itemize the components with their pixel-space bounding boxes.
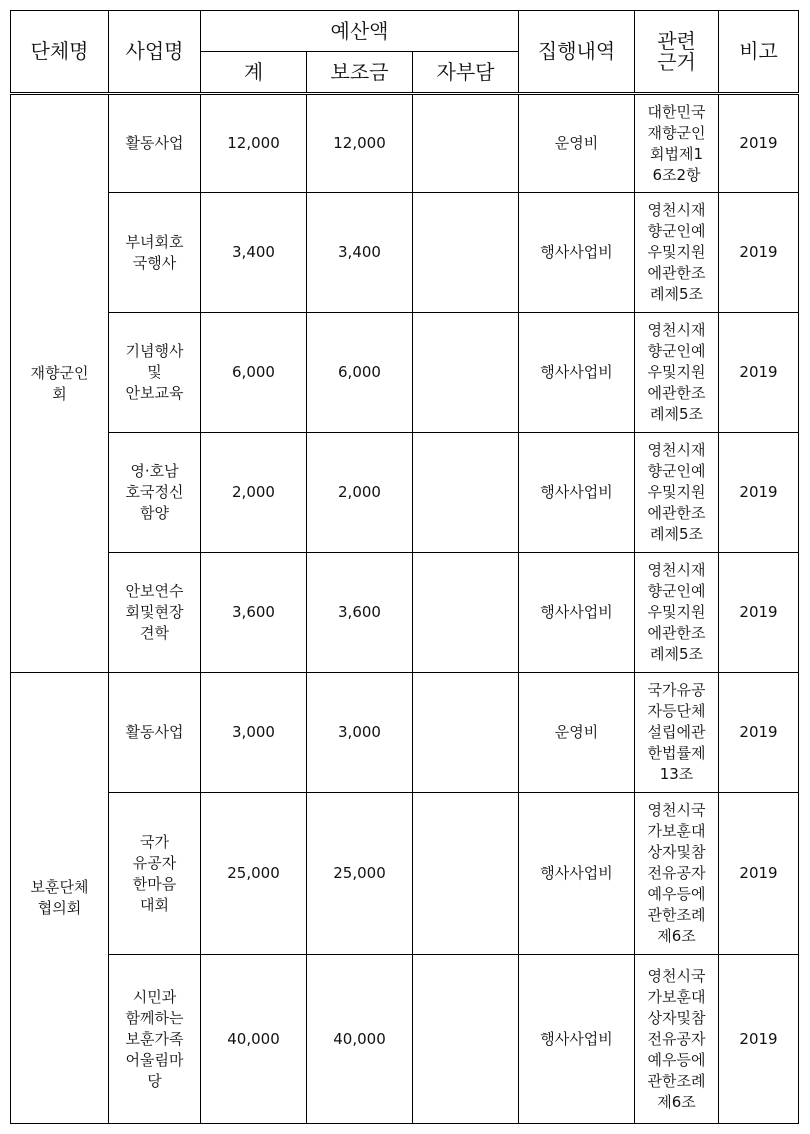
budget-subsidy: 3,400	[307, 193, 413, 313]
table-row	[11, 955, 799, 1124]
budget-table	[10, 10, 799, 1124]
note: 2019	[719, 433, 799, 553]
header-note: 비고	[719, 11, 799, 94]
note: 2019	[719, 793, 799, 955]
project-name: 국가 유공자 한마음 대회	[109, 793, 201, 955]
execution: 행사사업비	[519, 433, 635, 553]
budget-total: 12,000	[201, 94, 307, 193]
org-name: 보훈단체 협의회	[11, 673, 109, 1124]
budget-subsidy: 3,000	[307, 673, 413, 793]
project-name: 활동사업	[109, 673, 201, 793]
header-execution: 집행내역	[519, 11, 635, 94]
legal-basis: 영천시재 향군인예 우및지원 에관한조 례제5조	[635, 433, 719, 553]
budget-subsidy: 6,000	[307, 313, 413, 433]
table-row	[11, 793, 799, 955]
legal-basis: 영천시국 가보훈대 상자및참 전유공자 예우등에 관한조례 제6조	[635, 793, 719, 955]
budget-self-pay	[413, 433, 519, 553]
budget-subsidy: 40,000	[307, 955, 413, 1124]
project-name: 안보연수 회및현장 견학	[109, 553, 201, 673]
note: 2019	[719, 673, 799, 793]
budget-self-pay	[413, 94, 519, 193]
execution: 운영비	[519, 673, 635, 793]
legal-basis: 영천시재 향군인예 우및지원 에관한조 례제5조	[635, 313, 719, 433]
budget-self-pay	[413, 193, 519, 313]
execution: 행사사업비	[519, 553, 635, 673]
table-row	[11, 94, 799, 193]
note: 2019	[719, 313, 799, 433]
header-total: 계	[201, 52, 307, 94]
legal-basis: 대한민국 재향군인 회법제1 6조2항	[635, 94, 719, 193]
table-row	[11, 193, 799, 313]
header-basis: 관련 근거	[635, 11, 719, 94]
project-name: 활동사업	[109, 94, 201, 193]
budget-total: 3,600	[201, 553, 307, 673]
budget-self-pay	[413, 673, 519, 793]
legal-basis: 영천시재 향군인예 우및지원 에관한조 례제5조	[635, 193, 719, 313]
budget-self-pay	[413, 553, 519, 673]
legal-basis: 영천시재 향군인예 우및지원 에관한조 례제5조	[635, 553, 719, 673]
legal-basis: 영천시국 가보훈대 상자및참 전유공자 예우등에 관한조례 제6조	[635, 955, 719, 1124]
table-row	[11, 433, 799, 553]
header-subsidy: 보조금	[307, 52, 413, 94]
budget-total: 40,000	[201, 955, 307, 1124]
budget-self-pay	[413, 313, 519, 433]
execution: 행사사업비	[519, 193, 635, 313]
header-self-pay: 자부담	[413, 52, 519, 94]
note: 2019	[719, 955, 799, 1124]
execution: 행사사업비	[519, 793, 635, 955]
execution: 행사사업비	[519, 313, 635, 433]
budget-total: 25,000	[201, 793, 307, 955]
execution: 운영비	[519, 94, 635, 193]
org-name: 재향군인 회	[11, 94, 109, 673]
execution: 행사사업비	[519, 955, 635, 1124]
project-name: 기념행사 및 안보교육	[109, 313, 201, 433]
budget-total: 6,000	[201, 313, 307, 433]
budget-subsidy: 3,600	[307, 553, 413, 673]
project-name: 부녀회호 국행사	[109, 193, 201, 313]
note: 2019	[719, 193, 799, 313]
legal-basis: 국가유공 자등단체 설립에관 한법률제 13조	[635, 673, 719, 793]
project-name: 영·호남 호국정신 함양	[109, 433, 201, 553]
table-row	[11, 673, 799, 793]
header-project: 사업명	[109, 11, 201, 94]
note: 2019	[719, 94, 799, 193]
note: 2019	[719, 553, 799, 673]
budget-self-pay	[413, 793, 519, 955]
budget-subsidy: 2,000	[307, 433, 413, 553]
budget-subsidy: 25,000	[307, 793, 413, 955]
header-budget: 예산액	[201, 11, 519, 52]
table-row	[11, 313, 799, 433]
header-org: 단체명	[11, 11, 109, 94]
table-row	[11, 553, 799, 673]
budget-subsidy: 12,000	[307, 94, 413, 193]
project-name: 시민과 함께하는 보훈가족 어울림마 당	[109, 955, 201, 1124]
budget-total: 3,000	[201, 673, 307, 793]
budget-self-pay	[413, 955, 519, 1124]
budget-total: 2,000	[201, 433, 307, 553]
budget-total: 3,400	[201, 193, 307, 313]
